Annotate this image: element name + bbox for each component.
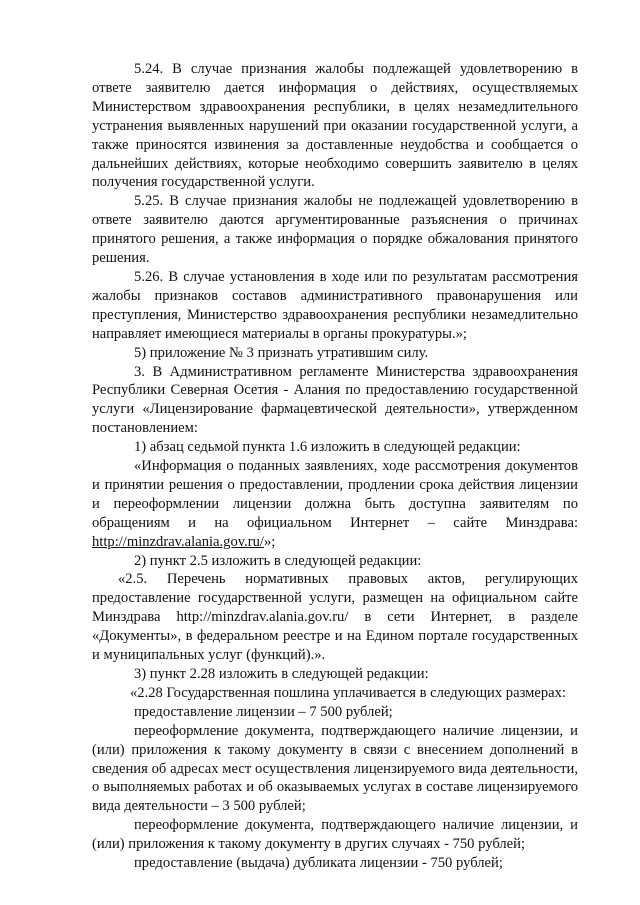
paragraph-5-24: 5.24. В случае признания жалобы подлежащей удовлетворению в ответе заявителю дается информация о действиях, осуществляемых Министерством здравоохранения республики, в целях незамедлительного устранения выявленных нарушений при оказании государственной услуги, а также приносятся извинения за доставленные неудобства и сообщается о дальнейших действиях, которые необходимо совершить заявителю в целях получения государственной услуги. [92,61,578,191]
fee-license-issue: предоставление лицензии – 7 500 рублей; [134,703,393,720]
paragraph-subitem-1: 1) абзац седьмой пункта 1.6 изложить в следующей редакции: [134,439,521,456]
paragraph-5-25: 5.25. В случае признания жалобы не подлежащей удовлетворению в ответе заявителю даются аргументированные разъяснения о причинах принятого решения, а также информация о порядке обжалования принятого решения. [92,193,578,267]
paragraph-subitem-3: 3) пункт 2.28 изложить в следующей редакции: [134,666,429,682]
minzdrav-link[interactable]: http://minzdrav.alania.gov.ru/ [92,533,264,550]
paragraph-item-5: 5) приложение № 3 признать утратившим силу. [134,344,429,361]
paragraph-quote-1-6 [92,457,578,552]
fee-duplicate: предоставление (выдача) дубликата лицензии - 750 рублей; [134,855,503,872]
quote-end: »; [263,533,276,550]
fee-reissue-additions: переоформление документа, подтверждающего наличие лицензии, и (или) приложения к такому документу в связи с внесением дополнений в сведения об адресах мест осуществления лицензируемого вида деятельности, о выполняемых работах и об оказываемых услугах в составе лицензируемого вида деятельности – 3 500 рублей; [92,722,578,815]
fee-reissue-other: переоформление документа, подтверждающего наличие лицензии, и (или) приложения к такому документу в других случаях - 750 рублей; [92,817,578,853]
paragraph-quote-2-5: «2.5. Перечень нормативных правовых актов, регулирующих предоставление государственной услуги, размещен на официальном сайте Минздрава http://minzdrav.alania.gov.ru/ в сети Интернет, в разделе «Документы», в федеральном реестре и на Едином портале государственных и муниципальных услуг (функций).». [92,571,578,664]
paragraph-quote-2-28: «2.28 Государственная пошлина уплачивается в следующих размерах: [130,684,566,701]
quote-text: «Информация о поданных заявлениях, ходе рассмотрения документов и принятии решения о предоставлении, продлении срока действия лицензии и переоформлении лицензии должна быть доступна заявителям по обращениям и на официальном Интернет – сайте Минздрава: [92,458,578,531]
document-body [92,60,578,873]
paragraph-subitem-2: 2) пункт 2.5 изложить в следующей редакции: [134,552,422,569]
paragraph-5-26: 5.26. В случае установления в ходе или по результатам рассмотрения жалобы признаков составов административного правонарушения или преступления, Министерство здравоохранения республики незамедлительно направляет имеющиеся материалы в органы прокуратуры.»; [92,268,578,342]
paragraph-section-3: 3. В Административном регламенте Министерства здравоохранения Республики Северная Осетия - Алания по предоставлению государственной услуги «Лицензирование фармацевтической деятельности», утвержденном постановлением: [92,363,578,437]
